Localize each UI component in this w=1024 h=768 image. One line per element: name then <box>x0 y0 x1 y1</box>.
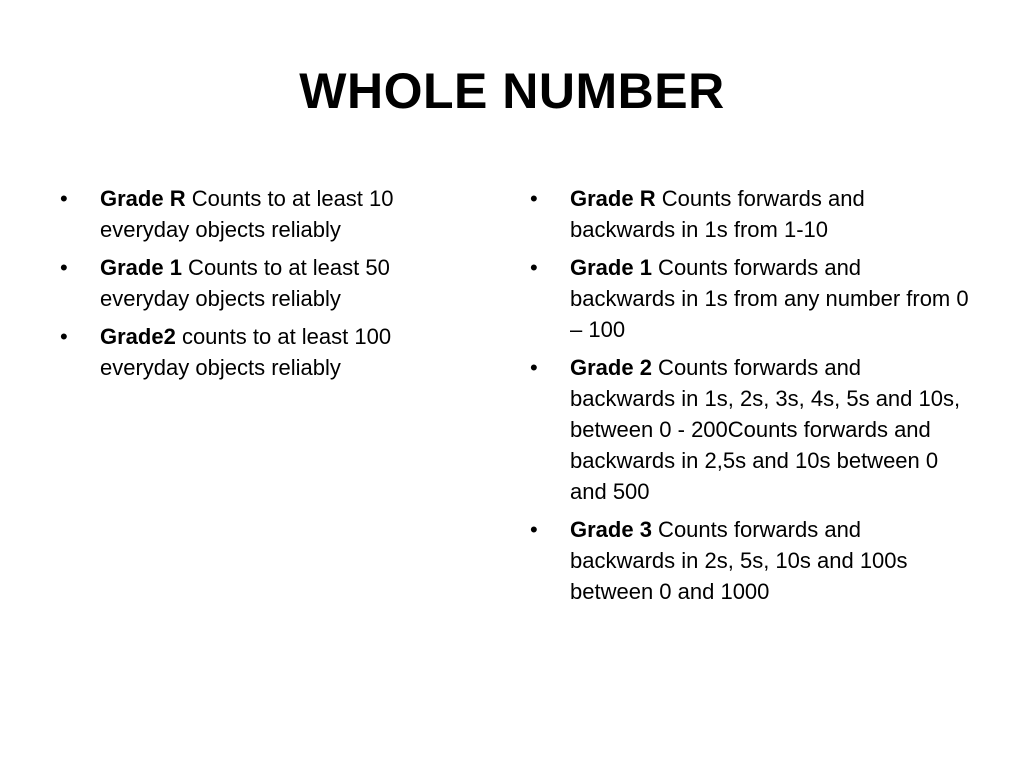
item-text: Counts forwards and backwards in 1s from 1-10 <box>570 186 865 242</box>
list-item <box>60 183 460 245</box>
bullet-icon: • <box>530 186 538 211</box>
grade-label: Grade 1 <box>100 255 182 280</box>
grade-label: Grade 3 <box>570 517 652 542</box>
bullet-icon: • <box>530 255 538 280</box>
list-item <box>530 352 970 507</box>
item-text: counts to at least 100 everyday objects reliably <box>100 324 392 380</box>
list-item <box>60 252 460 314</box>
bullet-icon: • <box>60 186 68 211</box>
right-column-list <box>530 183 970 614</box>
list-item <box>530 252 970 345</box>
grade-label: Grade 2 <box>570 355 652 380</box>
list-item <box>530 183 970 245</box>
slide-title: WHOLE NUMBER <box>299 63 725 119</box>
list-item <box>530 514 970 607</box>
bullet-icon: • <box>530 355 538 380</box>
item-text: Counts forwards and backwards in 2s, 5s, 10s and 100s between 0 and 1000 <box>570 517 908 604</box>
grade-label: Grade R <box>570 186 656 211</box>
grade-label: Grade2 <box>100 324 176 349</box>
item-text: Counts to at least 50 everyday objects reliably <box>100 255 390 311</box>
bullet-icon: • <box>60 255 68 280</box>
item-text: Counts forwards and backwards in 1s, 2s, 3s, 4s, 5s and 10s, between 0 - 200Counts forwards and backwards in 2,5s and 10s between 0 and 500 <box>570 355 961 504</box>
bullet-icon: • <box>530 517 538 542</box>
item-text: Counts forwards and backwards in 1s from any number from 0 – 100 <box>570 255 969 342</box>
grade-label: Grade 1 <box>570 255 652 280</box>
item-text: Counts to at least 10 everyday objects reliably <box>100 186 394 242</box>
grade-label: Grade R <box>100 186 186 211</box>
list-item <box>60 321 460 383</box>
left-column-list <box>60 183 460 390</box>
bullet-icon: • <box>60 324 68 349</box>
